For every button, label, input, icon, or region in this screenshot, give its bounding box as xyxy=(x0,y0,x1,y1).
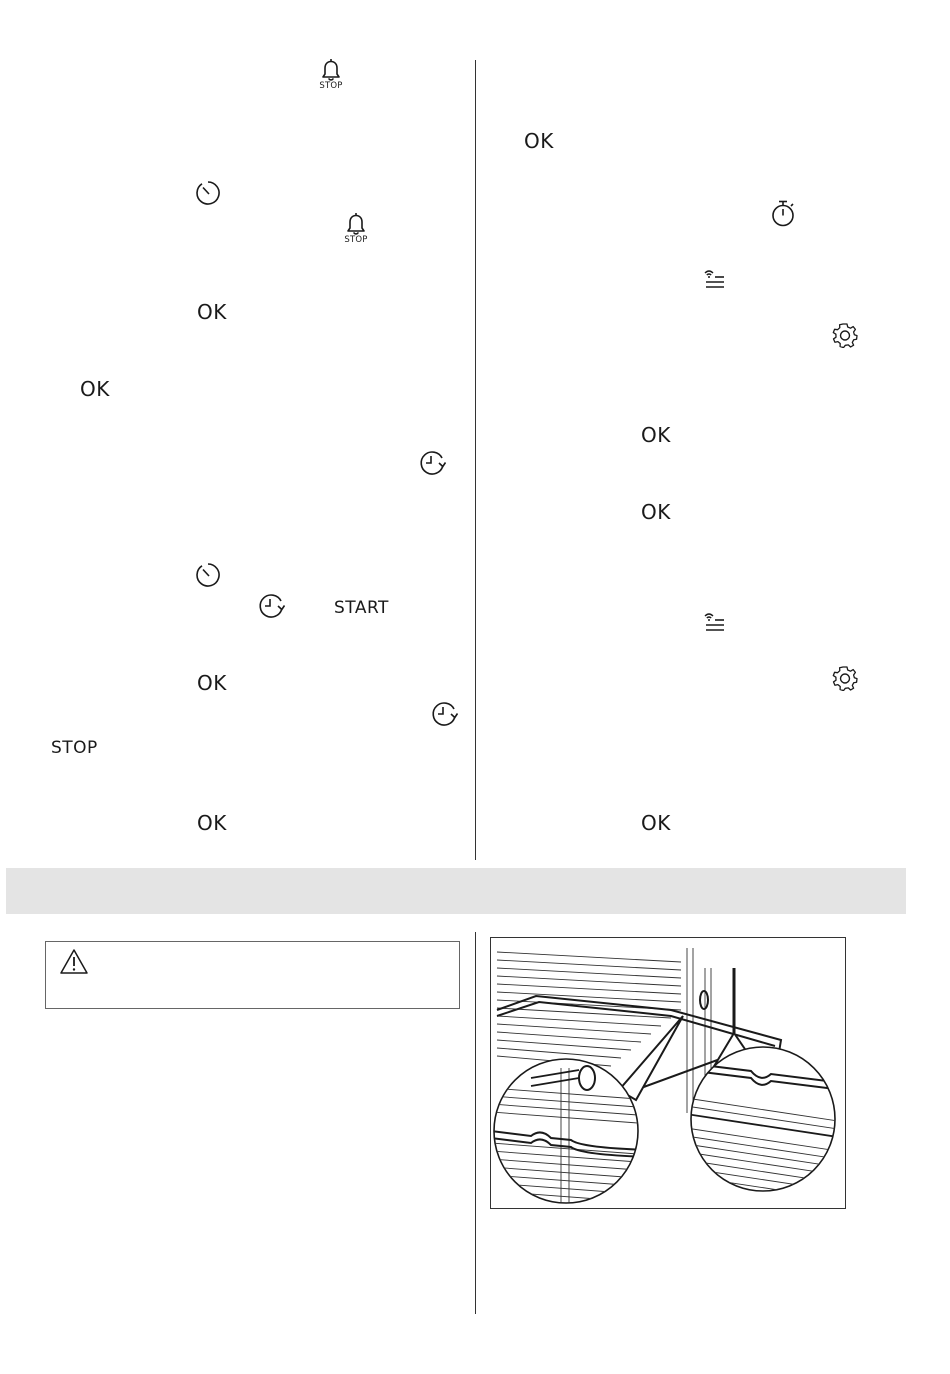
ok-label: OK xyxy=(641,423,671,447)
ok-label: OK xyxy=(197,300,227,324)
warning-box xyxy=(45,941,460,1009)
ok-label: OK xyxy=(197,671,227,695)
start-label: START xyxy=(334,598,389,618)
stopwatch-icon xyxy=(770,200,796,228)
bell-stop-icon xyxy=(342,212,370,245)
column-divider-top xyxy=(475,60,476,860)
timer-dial-icon xyxy=(195,562,221,588)
section-header-band xyxy=(6,868,906,914)
stop-label: STOP xyxy=(51,738,98,758)
ok-label: OK xyxy=(80,377,110,401)
wifi-menu-icon xyxy=(703,611,725,633)
bell-stop-label: STOP xyxy=(319,81,343,91)
ok-label: OK xyxy=(524,129,554,153)
bell-stop-label: STOP xyxy=(344,235,368,245)
clock-end-time-icon xyxy=(257,592,285,620)
gear-icon xyxy=(832,322,858,348)
oven-shelf-illustration xyxy=(490,937,846,1209)
warning-triangle-icon xyxy=(59,948,89,975)
clock-end-time-icon xyxy=(418,449,446,477)
ok-label: OK xyxy=(641,500,671,524)
timer-dial-icon xyxy=(195,180,221,206)
ok-label: OK xyxy=(641,811,671,835)
bell-stop-icon xyxy=(317,58,345,91)
ok-label: OK xyxy=(197,811,227,835)
wifi-menu-icon xyxy=(703,268,725,290)
column-divider-bottom xyxy=(475,932,476,1314)
clock-end-time-icon xyxy=(430,700,458,728)
gear-icon xyxy=(832,665,858,691)
